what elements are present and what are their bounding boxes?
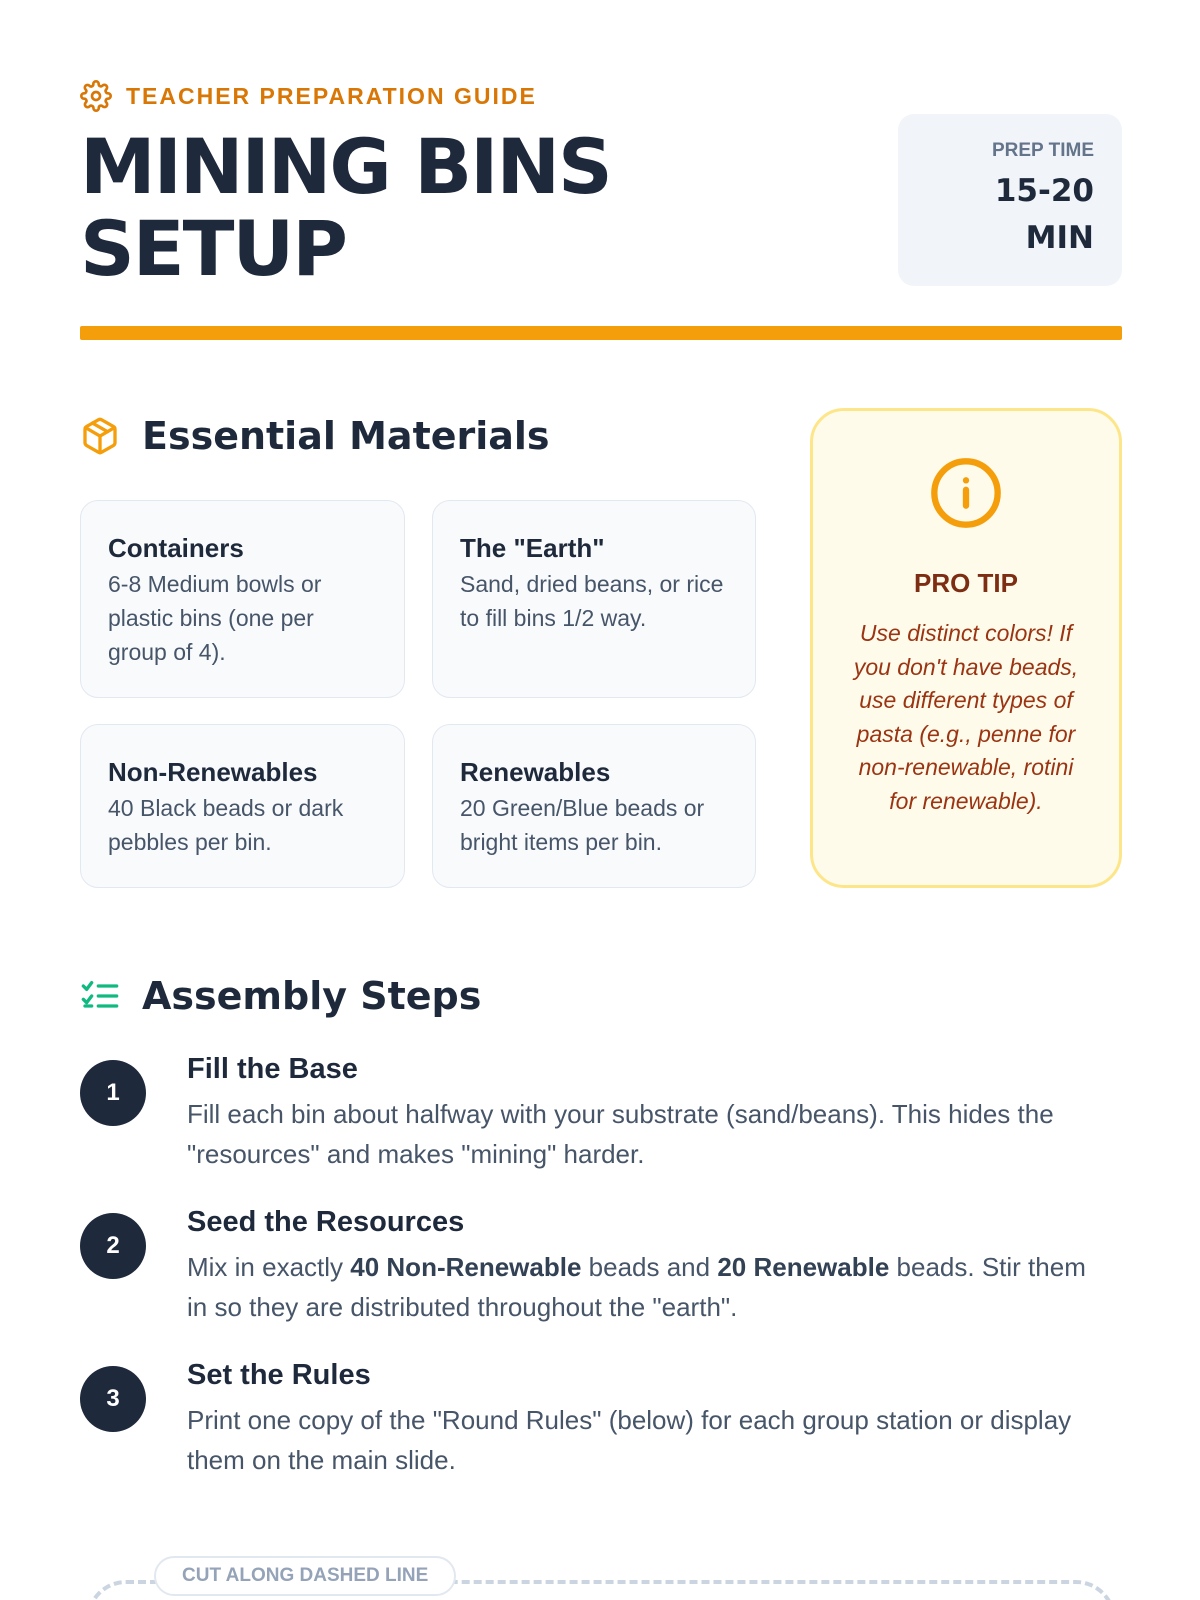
prep-time-label: PREP TIME (991, 140, 1094, 161)
step-title: Seed the Resources (187, 1206, 465, 1238)
material-card-desc: 20 Green/Blue beads or bright items per bin. (460, 795, 705, 855)
pro-tip-title: PRO TIP (913, 568, 1018, 598)
material-card-desc: Sand, dried beans, or rice to fill bins 1/2 way. (460, 571, 724, 631)
material-card-desc: 6-8 Medium bowls or plastic bins (one per group of 4). (108, 571, 322, 665)
step-desc-bold: 20 Renewable (717, 1252, 890, 1282)
prep-time-value-line1: 15-20 (994, 173, 1094, 209)
pro-tip-box (810, 408, 1122, 888)
step-desc-part: beads. Stir them in so they are distributed throughout the "earth". (187, 1252, 1086, 1322)
material-card-title: The "Earth" (460, 533, 605, 563)
material-card-containers (80, 500, 405, 698)
material-card-title: Renewables (460, 757, 611, 787)
material-card-non-renewables (80, 724, 405, 888)
materials-heading-label: Essential Materials (142, 414, 550, 458)
prep-time-value-line2: MIN (1025, 220, 1094, 256)
step-body (187, 1203, 1107, 1327)
step-number: 2 (80, 1213, 146, 1279)
box-icon (80, 416, 120, 456)
material-card-title: Non-Renewables (108, 757, 318, 787)
cut-line-label: CUT ALONG DASHED LINE (154, 1556, 456, 1596)
info-icon (928, 455, 1004, 531)
step-desc (187, 1247, 1107, 1327)
step-desc: Print one copy of the "Round Rules" (below) for each group station or display them on the main slide. (187, 1405, 1072, 1475)
material-card-title: Containers (108, 533, 244, 563)
page-title-line1: MINING BINS (80, 122, 611, 211)
step-desc-bold: 40 Non-Renewable (350, 1252, 582, 1282)
step-body (187, 1050, 1107, 1174)
step-desc-part: Mix in exactly (187, 1252, 351, 1282)
header-divider (80, 326, 1122, 340)
step-title: Fill the Base (187, 1053, 358, 1085)
materials-heading (80, 414, 550, 458)
page-title-line2: SETUP (80, 204, 346, 293)
material-card-renewables (432, 724, 756, 888)
prep-time-value (898, 168, 1094, 262)
step-number: 1 (80, 1060, 146, 1126)
checklist-icon (80, 976, 120, 1016)
steps-heading-label: Assembly Steps (142, 974, 482, 1018)
eyebrow-label: TEACHER PREPARATION GUIDE (126, 82, 537, 109)
step-desc: Fill each bin about halfway with your substrate (sand/beans). This hides the "resources" and makes "mining" harder. (187, 1099, 1054, 1169)
pro-tip-body: Use distinct colors! If you don't have beads, use different types of pasta (e.g., penne for non-renewable, rotini for renewable). (853, 620, 1079, 814)
gear-icon (80, 80, 112, 112)
step-number: 3 (80, 1366, 146, 1432)
prep-time-box (898, 114, 1122, 286)
eyebrow (80, 80, 537, 112)
step-desc-part: beads and (581, 1252, 718, 1282)
step-body (187, 1356, 1107, 1480)
page-title (80, 122, 840, 293)
steps-heading (80, 974, 481, 1018)
material-card-earth (432, 500, 756, 698)
material-card-desc: 40 Black beads or dark pebbles per bin. (108, 795, 344, 855)
step-title: Set the Rules (187, 1359, 371, 1391)
